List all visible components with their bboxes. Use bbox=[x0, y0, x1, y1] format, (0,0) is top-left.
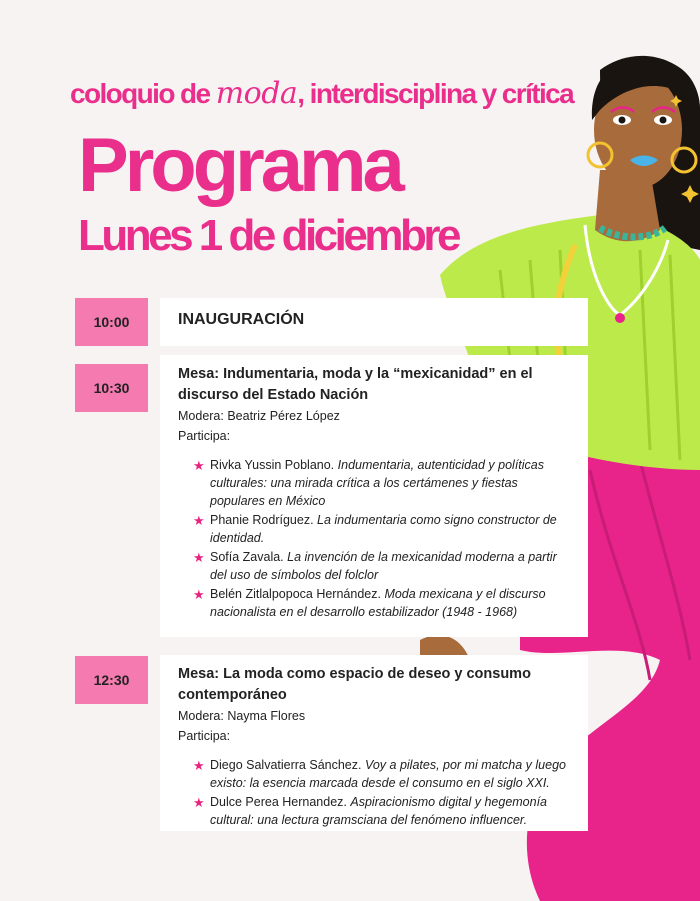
event-date: Lunes 1 de diciembre bbox=[78, 211, 458, 260]
schedule-card-inauguracion bbox=[160, 298, 588, 346]
star-icon: ★ bbox=[193, 758, 205, 773]
participa-label: Participa: bbox=[178, 729, 231, 743]
star-icon: ★ bbox=[193, 458, 205, 473]
list-item: ★ Phanie Rodríguez. La indumentaria como signo constructor de identidad. bbox=[193, 513, 557, 545]
card-title: Mesa: La moda como espacio de deseo y consumo contemporáneo bbox=[178, 666, 531, 703]
star-icon: ★ bbox=[193, 513, 205, 528]
star-icon: ★ bbox=[193, 587, 205, 602]
list-item: ★ Diego Salvatierra Sánchez. Voy a pilates, por mi matcha y luego existo: la esencia marcada desde el consumo en el siglo XXI. bbox=[193, 758, 566, 790]
time-badge: 10:30 bbox=[75, 364, 148, 412]
participa-label: Participa: bbox=[178, 429, 231, 443]
moderator: Modera: Nayma Flores bbox=[178, 709, 306, 723]
time-badge: 12:30 bbox=[75, 656, 148, 704]
list-item: ★ Belén Zitlalpopoca Hernández. Moda mexicana y el discurso nacionalista en el desarrollo estabilizador (1948 - 1968) bbox=[193, 587, 546, 619]
list-item: ★ Rivka Yussin Poblano. Indumentaria, autenticidad y políticas culturales: una mirada crítica a los certámenes y fiestas populares en México bbox=[193, 458, 545, 508]
moderator: Modera: Beatriz Pérez López bbox=[178, 409, 340, 423]
subtitle-accent-word: moda bbox=[215, 76, 298, 111]
list-item: ★ Dulce Perea Hernandez. Aspiracionismo digital y hegemonía cultural: una lectura gramsciana del fenómeno influencer. bbox=[193, 795, 548, 827]
event-subtitle: coloquio de moda, interdisciplina y crítica bbox=[70, 76, 574, 111]
time-badge: 10:00 bbox=[75, 298, 148, 346]
list-item: ★ Sofía Zavala. La invención de la mexicanidad moderna a partir del uso de símbolos del folclor bbox=[193, 550, 557, 582]
star-icon: ★ bbox=[193, 550, 205, 565]
star-icon: ★ bbox=[193, 795, 205, 810]
page-title: Programa bbox=[78, 123, 401, 208]
schedule-card-mesa-1 bbox=[160, 355, 588, 637]
schedule-card-mesa-2 bbox=[160, 655, 588, 831]
card-title: Mesa: Indumentaria, moda y la “mexicanidad” en el discurso del Estado Nación bbox=[178, 366, 533, 403]
participant-list bbox=[178, 456, 572, 621]
participant-list bbox=[178, 756, 572, 829]
card-title: INAUGURACIÓN bbox=[178, 311, 305, 328]
